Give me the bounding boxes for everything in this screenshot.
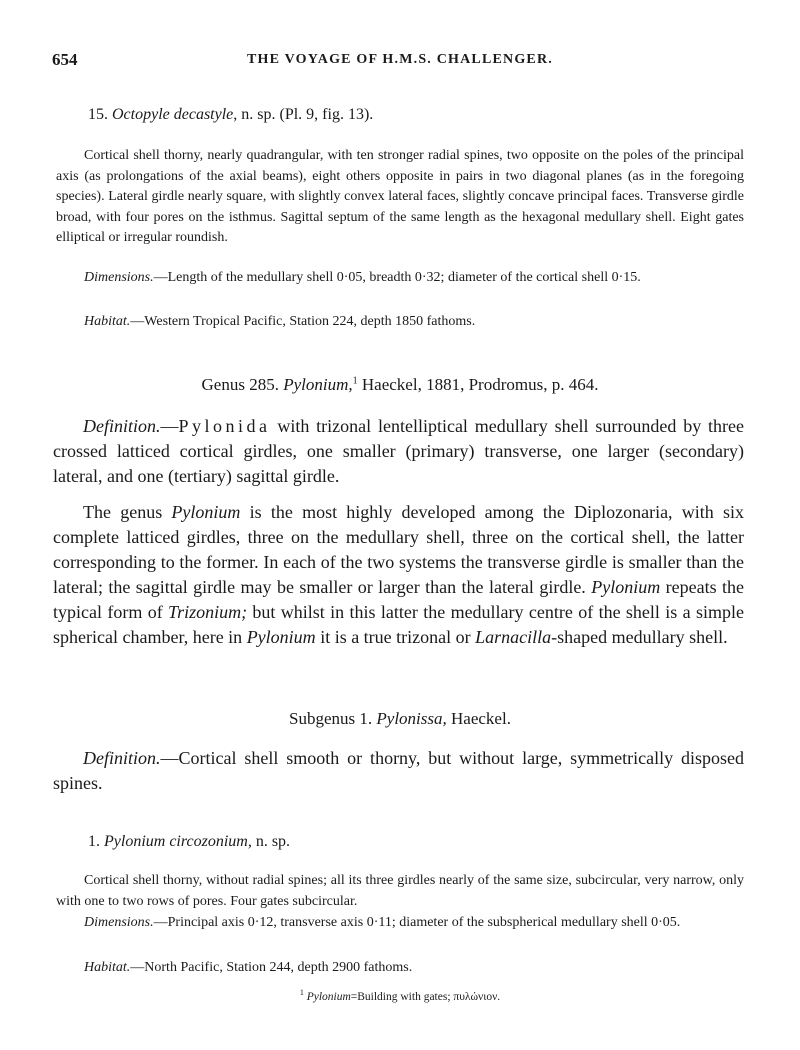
family-name: Pylonida — [178, 416, 271, 436]
genus-285-heading: Genus 285. Pylonium,$^1$ Haeckel, 1881, Prodromus, p. 464. — [201, 375, 599, 394]
subgenus-name: Pylonissa, — [376, 709, 447, 728]
species-1-description: Cortical shell thorny, without radial spines; all its three girdles nearly of the same size, subcircular, very narrow, only with one to two rows of pores. Four gates subcircular. — [56, 873, 744, 909]
footnote-marker: 1 — [352, 375, 358, 387]
genus-285-definition: Definition.—Pylonida with trizonal lentelliptical medullary shell surrounded by three crossed latticed cortical girdles, one smaller (primary) transverse, one larger (secondary) lateral, and one (tertiary) sagittal girdle. — [53, 416, 744, 486]
species-15-habitat: Habitat.—Western Tropical Pacific, Station 224, depth 1850 fathoms. — [84, 314, 476, 329]
page-number: 654 — [52, 50, 78, 69]
footnote-term: Pylonium — [306, 990, 351, 1003]
species-15-description: Cortical shell thorny, nearly quadrangular, with ten stronger radial spines, two opposite on the poles of the principal axis (as prolongations of the axial beams), eight others opposite in pairs in two diagonal planes (as in the foregoing species). Lateral girdle nearly square, with slightly convex lateral faces, slightly concave principal faces. Transverse girdle broad, with four pores on the isthmus. Sagittal septum of the same length as the hexagonal medullary shell. Eight gates elliptical or irregular roundish. — [56, 148, 744, 245]
running-title: THE VOYAGE OF H.M.S. CHALLENGER. — [247, 52, 553, 67]
species-15-dimensions: Dimensions.—Length of the medullary shell 0·05, breadth 0·32; diameter of the cortical shell 0·15. — [84, 270, 641, 285]
genus-name: Pylonium, — [283, 375, 353, 394]
subgenus-1-heading: Subgenus 1. Pylonissa, Haeckel. — [289, 709, 511, 728]
species-15-species: decastyle — [173, 106, 234, 123]
species-1-heading: 1. Pylonium circozonium, n. sp. — [88, 833, 291, 850]
species-1-dimensions: Dimensions.—Principal axis 0·12, transverse axis 0·11; diameter of the subspherical medullary shell 0·05. — [84, 915, 681, 930]
genus-285-discussion: The genus Pylonium is the most highly developed among the Diplozonaria, with six complete latticed girdles, three on the medullary shell, three on the cortical shell, the latter corresponding to the former. In each of the two systems the transverse girdle is smaller than the lateral; the sagittal girdle may be smaller or larger than the lateral girdle. Pylonium repeats the typical form of Trizonium; but whilst in this latter the medullary centre of the shell is a simple spherical chamber, here in Pylonium it is a true trizonal or Larnacilla-shaped medullary shell. — [53, 502, 744, 647]
footnote: $^1$ Pylonium=Building with gates; πυλώνιον. — [299, 988, 501, 1003]
species-15-heading: 15. Octopyle decastyle, n. sp. (Pl. 9, fig. 13). — [88, 106, 374, 123]
species-1-name: Pylonium circozonium, — [104, 833, 252, 850]
species-15-genus: Octopyle — [112, 106, 170, 123]
species-1-habitat: Habitat.—North Pacific, Station 244, depth 2900 fathoms. — [84, 960, 413, 975]
subgenus-1-definition: Definition.—Cortical shell smooth or thorny, but without large, symmetrically disposed spines. — [53, 748, 744, 793]
